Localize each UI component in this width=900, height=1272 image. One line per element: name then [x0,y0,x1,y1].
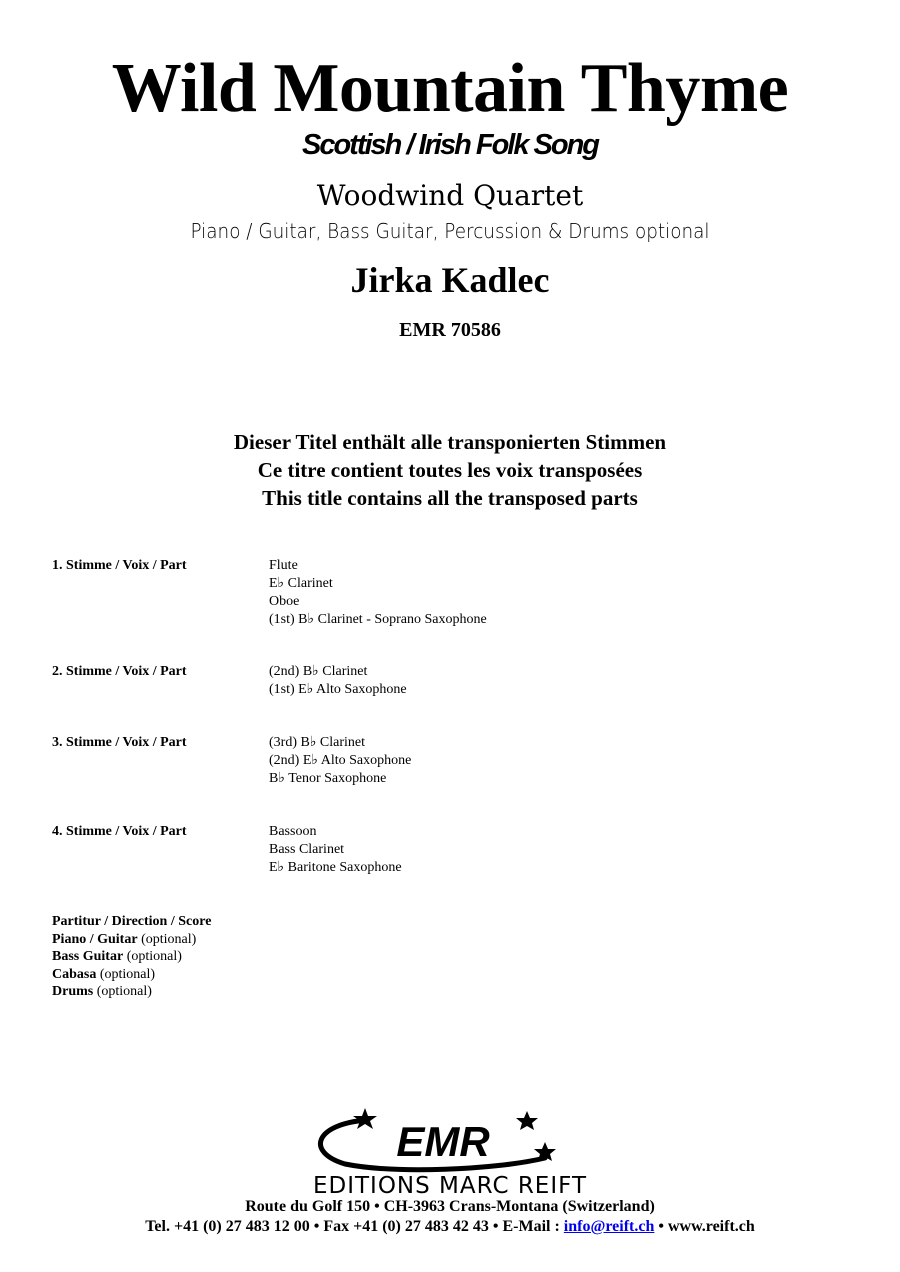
instrument-item: Oboe [269,594,300,609]
extra-part-item: Cabasa (optional) [52,966,156,982]
logo-text: EMR [396,1118,490,1165]
instrument-item: B♭ Tenor Saxophone [269,771,387,786]
part-2-label: 2. Stimme / Voix / Part [52,664,187,679]
part-1-instruments [269,557,487,629]
website-text: • www.reift.ch [654,1218,755,1235]
emr-logo [305,1108,565,1174]
page-title: Wild Mountain Thyme [111,50,789,127]
extra-part-item: Drums (optional) [52,984,152,999]
ensemble-label: Woodwind Quartet [316,179,584,212]
instrument-item: (1st) B♭ Clarinet - Soprano Saxophone [269,612,487,627]
part-4-label: 4. Stimme / Voix / Part [52,824,187,839]
note-german: Dieser Titel enthält alle transponierten Stimmen [233,430,667,454]
extra-part-item: Partitur / Direction / Score [52,914,212,929]
logo-star-right-top [516,1111,538,1130]
extra-part-item: Bass Guitar (optional) [52,949,182,964]
contact-phone-fax: Tel. +41 (0) 27 483 12 00 • Fax +41 (0) 27 483 42 43 • E-Mail : [145,1218,564,1235]
publisher-brand: EDITIONS MARC REIFT [312,1173,588,1199]
note-french: Ce titre contient toutes les voix transposées [257,458,643,482]
instrument-item: Bass Clarinet [269,842,345,857]
publisher-address: Route du Golf 150 • CH-3963 Crans-Montana (Switzerland) [245,1198,655,1215]
instrument-item: E♭ Baritone Saxophone [269,860,402,875]
email-link[interactable]: info@reift.ch [563,1218,655,1235]
optional-instruments: Piano / Guitar, Bass Guitar, Percussion & Drums optional [190,219,710,243]
instrument-item: (2nd) E♭ Alto Saxophone [269,753,412,768]
note-english: This title contains all the transposed parts [262,486,638,510]
part-4-instruments [269,823,402,877]
instrument-item: Flute [269,558,298,573]
additional-parts [52,913,211,1001]
logo-star-left [353,1108,377,1129]
transposition-notes [0,428,900,512]
part-3-instruments [269,734,411,788]
part-3-label: 3. Stimme / Voix / Part [52,735,187,750]
instrument-item: (1st) E♭ Alto Saxophone [269,682,407,697]
composer-name: Jirka Kadlec [350,260,550,300]
instrument-item: (2nd) B♭ Clarinet [269,664,368,679]
instrument-item: (3rd) B♭ Clarinet [269,735,366,750]
instrument-item: E♭ Clarinet [269,576,333,591]
part-2-instruments [269,663,407,699]
part-1-label: 1. Stimme / Voix / Part [52,558,187,573]
catalog-number: EMR 70586 [399,319,501,341]
extra-part-item: Piano / Guitar (optional) [52,931,197,947]
instrument-item: Bassoon [269,824,317,839]
publisher-contact [0,1217,900,1237]
subtitle: Scottish / Irish Folk Song [301,129,599,161]
